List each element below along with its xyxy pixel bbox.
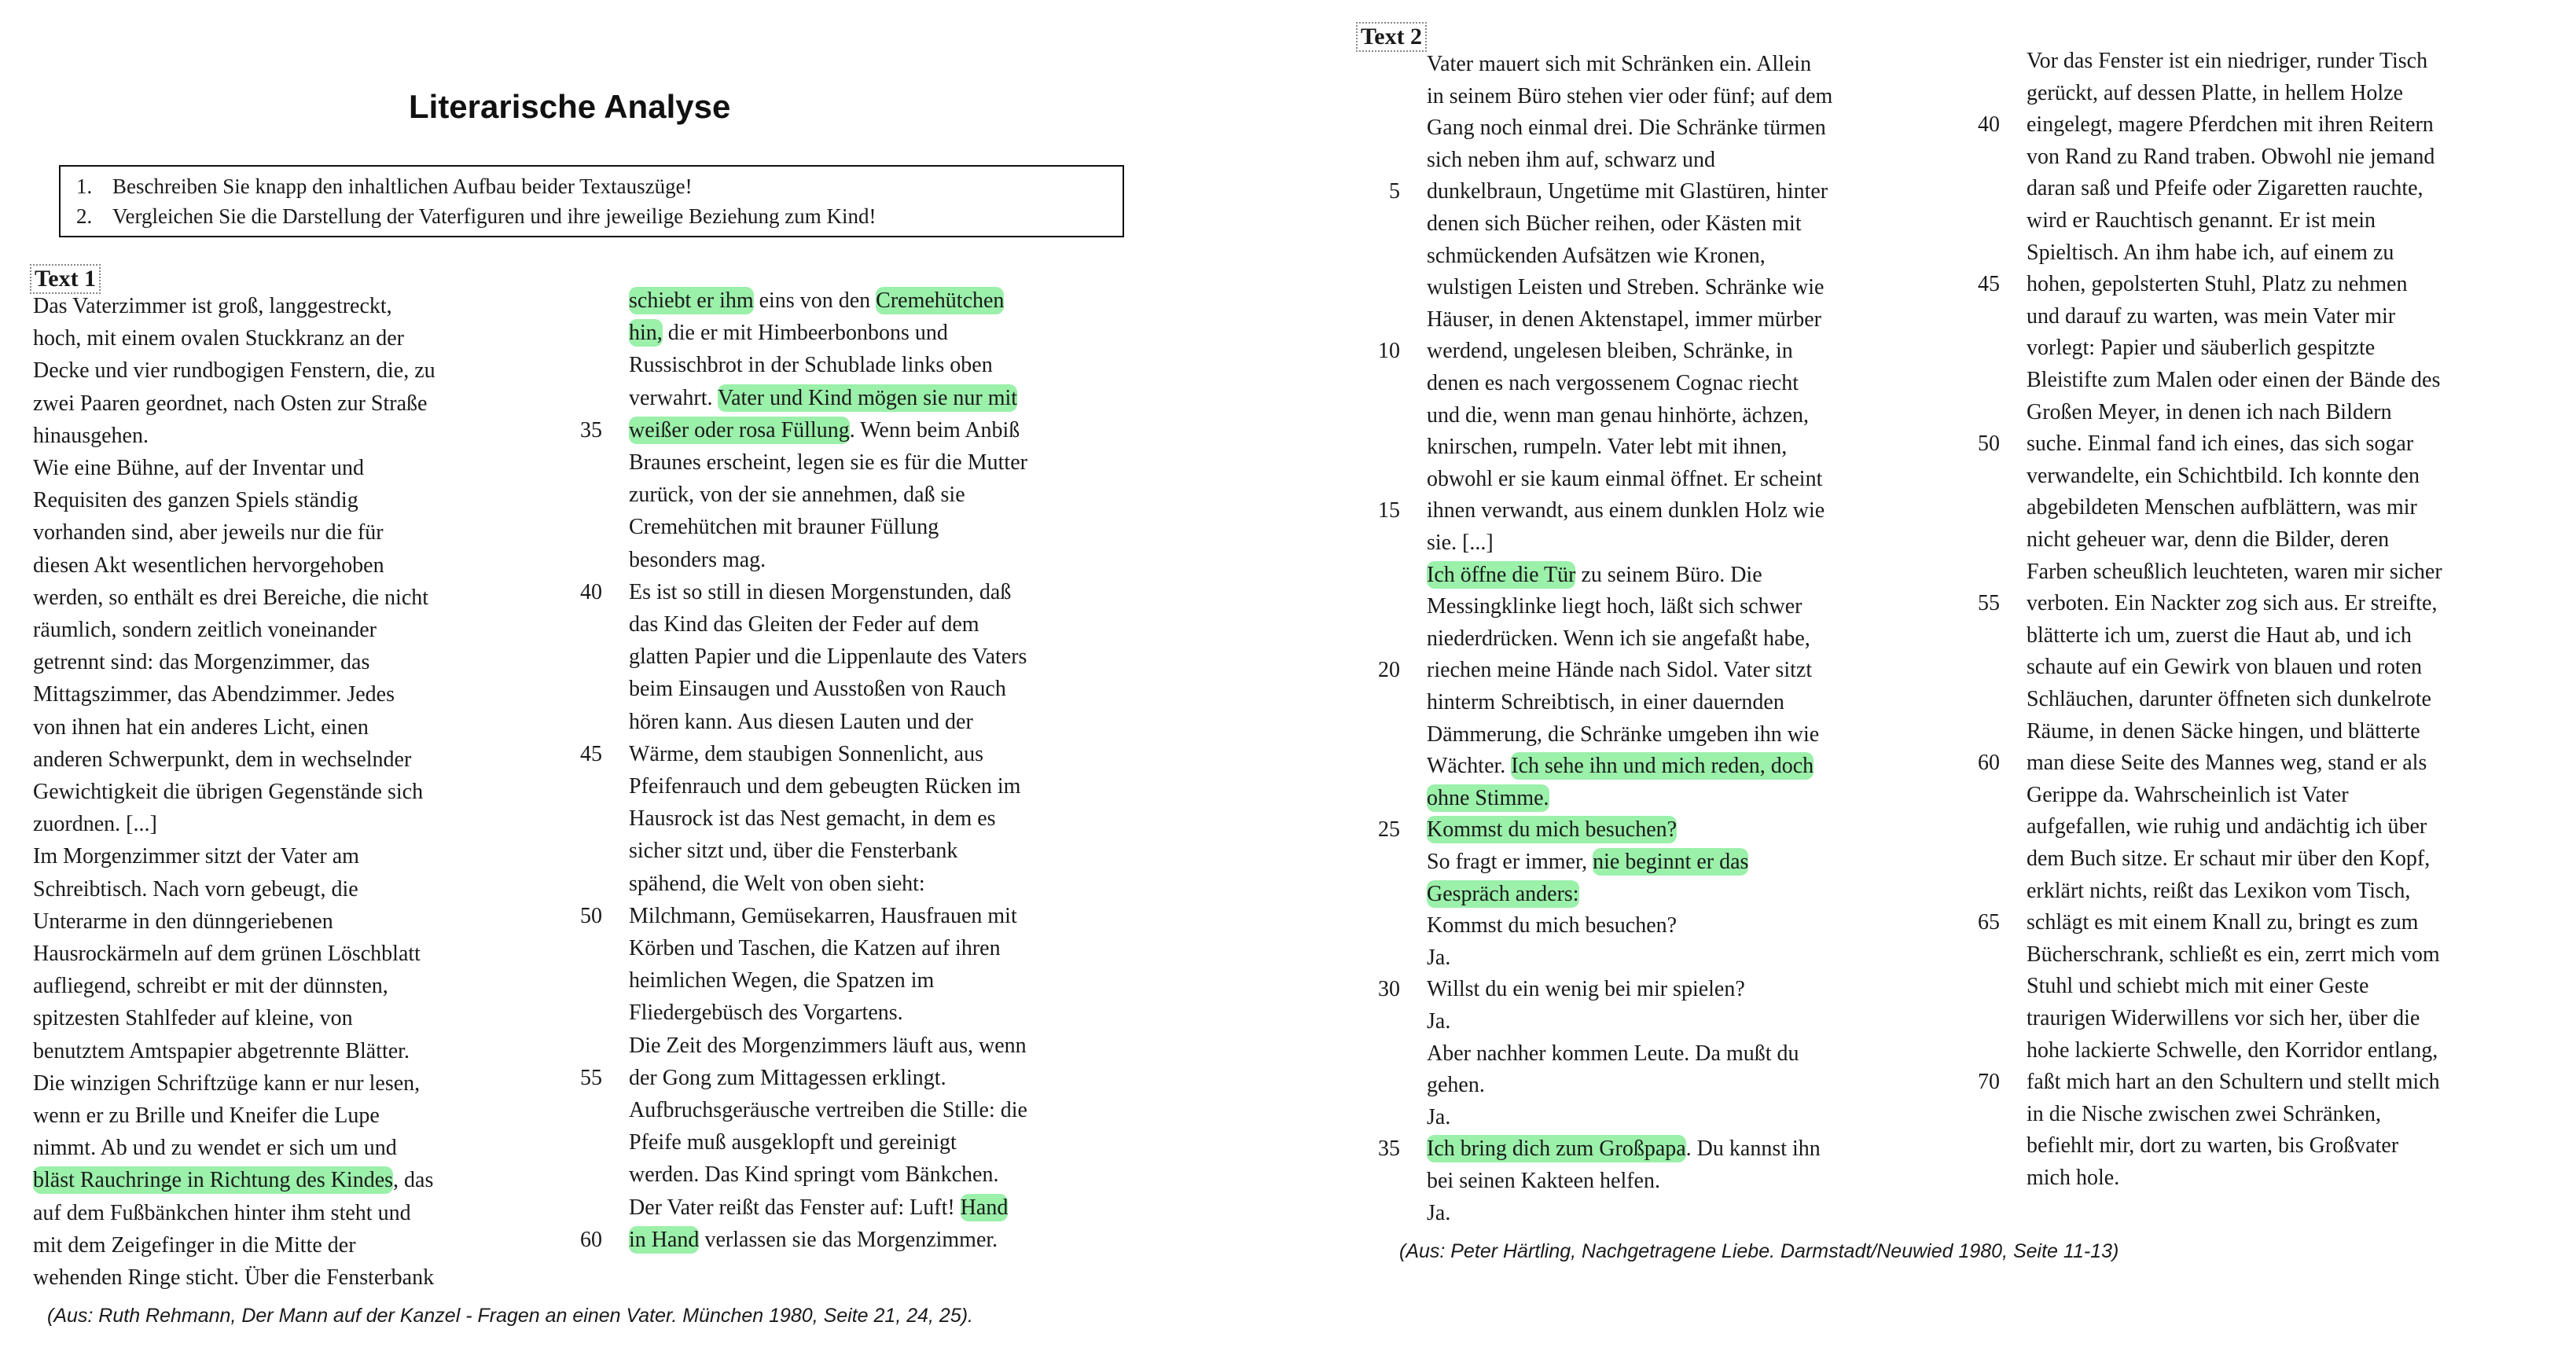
text-line: wehenden Ringe sticht. Über die Fensterbank — [33, 1265, 435, 1290]
text-line: spitzesten Stahlfeder auf kleine, von — [33, 1006, 353, 1031]
text-line: faßt mich hart an den Schultern und stellt mich — [2027, 1070, 2440, 1095]
text-line — [1427, 783, 1549, 814]
text-line: Cremehütchen mit brauner Füllung — [629, 515, 939, 540]
text-line: anderen Schwerpunkt, dem in wechselnder — [33, 747, 412, 772]
text-line: hinausgehen. — [33, 423, 149, 448]
task-item: 1. Beschreiben Sie knapp den inhaltlichen Aufbau beider Textauszüge! — [76, 174, 693, 198]
highlighted-text: Ich sehe ihn und mich reden, doch — [1511, 754, 1814, 779]
text2-label: Text 2 — [1356, 22, 1427, 52]
left-page — [0, 0, 1273, 1355]
text-line: Fliedergebüsch des Vorgartens. — [629, 1001, 903, 1026]
text-line: Ja. — [1427, 1104, 1451, 1129]
text-line: Gewichtigkeit die übrigen Gegenstände sich — [33, 780, 424, 804]
text-line: eingelegt, magere Pferdchen mit ihren Reitern — [2027, 112, 2434, 138]
line-number: 70 — [1978, 1070, 2000, 1095]
text-line: räumlich, sondern zeitlich voneinander — [33, 618, 377, 642]
highlighted-text: Hand — [960, 1195, 1009, 1220]
line-number: 30 — [1378, 977, 1400, 1002]
text-line: wird er Rauchtisch genannt. Er ist mein — [2027, 208, 2376, 233]
text-line: denen es nach vergossenem Cognac riecht — [1427, 371, 1799, 395]
text-line: abgebildeten Menschen aufblättern, was mir — [2027, 495, 2417, 520]
text-line: Vater mauert sich mit Schränken ein. Allein — [1427, 52, 1812, 76]
text-line: Wie eine Bühne, auf der Inventar und — [33, 456, 365, 480]
highlighted-text: weißer oder rosa Füllung — [629, 417, 850, 442]
text-line: Unterarme in den dünngeriebenen — [33, 909, 333, 934]
text-line: Bleistifte zum Malen oder einen der Bände des — [2027, 368, 2441, 392]
line-number: 65 — [1978, 910, 2000, 935]
text-line: von ihnen hat ein anderes Licht, einen — [33, 714, 369, 740]
text-line: Spieltisch. An ihm habe ich, auf einem zu — [2027, 240, 2394, 265]
text-line: Schläuchen, darunter öffneten sich dunkelrote — [2027, 687, 2431, 711]
text-line: auf dem Fußbänkchen hinter ihm steht und — [33, 1200, 411, 1225]
text-line: weißer oder rosa Füllung. Wenn beim Anbiß — [629, 417, 1020, 442]
highlighted-text: Gespräch anders: — [1427, 881, 1579, 906]
text-line: schmückenden Aufsätzen wie Kronen, — [1427, 243, 1766, 268]
line-number: 35 — [1378, 1137, 1400, 1162]
line-number: 15 — [1378, 498, 1400, 523]
text-line: schaute auf ein Gewirk von blauen und roten — [2027, 655, 2423, 680]
text-line: riechen meine Hände nach Sidol. Vater sitzt — [1427, 658, 1813, 683]
text-line: Gerippe da. Wahrscheinlich ist Vater — [2027, 782, 2349, 807]
text-line: sie. [...] — [1427, 531, 1494, 555]
text-line: Ja. — [1427, 945, 1451, 970]
text-line: Wächter. Ich sehe ihn und mich reden, doch — [1427, 754, 1814, 779]
line-number: 55 — [1978, 591, 2000, 616]
text-line: suche. Einmal fand ich eines, das sich sogar — [2027, 431, 2414, 457]
text-line: Die winzigen Schriftzüge kann er nur lesen, — [33, 1070, 421, 1096]
text-line: diesen Akt wesentlichen hervorgehoben — [33, 553, 384, 578]
text-line: bläst Rauchringe in Richtung des Kindes, das — [33, 1168, 434, 1193]
text-line: dunkelbraun, Ungetüme mit Glastüren, hinter — [1427, 179, 1828, 204]
text-line: und darauf zu warten, was mein Vater mir — [2027, 303, 2396, 329]
highlighted-text: Cremehütchen — [876, 288, 1005, 313]
text-line: Braunes erscheint, legen sie es für die Mutter — [629, 450, 1027, 475]
text-line: Hausrockärmeln auf dem grünen Löschblatt — [33, 942, 421, 966]
text-line: Pfeife muß ausgeklopft und gereinigt — [629, 1130, 957, 1155]
line-number: 60 — [1978, 751, 2000, 776]
line-number: 20 — [1378, 658, 1400, 683]
text-line: mich hole. — [2027, 1166, 2120, 1190]
line-number: 40 — [1978, 112, 2000, 138]
text-line: Körben und Taschen, die Katzen auf ihren — [629, 936, 1001, 960]
text-line: man diese Seite des Mannes weg, stand er als — [2027, 751, 2427, 776]
text-line: und die, wenn man genau hinhörte, ächzen, — [1427, 402, 1809, 428]
text-line: Im Morgenzimmer sitzt der Vater am — [33, 844, 359, 869]
text-line: niederdrücken. Wenn ich sie angefaßt habe, — [1427, 626, 1810, 651]
text-line: Messingklinke liegt hoch, läßt sich schwer — [1427, 594, 1802, 619]
text-line: Ich öffne die Tür zu seinem Büro. Die — [1427, 562, 1762, 587]
text-line: Aufbruchsgeräusche vertreiben die Stille: die — [629, 1098, 1027, 1122]
source-citation: (Aus: Ruth Rehmann, Der Mann auf der Kanzel - Fragen an einen Vater. München 1980, Seite 21, 24, 25). — [47, 1305, 974, 1327]
text-line: wulstigen Leisten und Streben. Schränke wie — [1427, 275, 1825, 300]
text-line: benutztem Amtspapier abgetrennte Blätter. — [33, 1038, 410, 1063]
text-line: Vor das Fenster ist ein niedriger, runder Tisch — [2027, 49, 2428, 73]
text-line: schiebt er ihm eins von den Cremehütchen — [629, 288, 1005, 313]
text-line: Schreibtisch. Nach vorn gebeugt, die — [33, 876, 358, 901]
line-number: 40 — [580, 579, 602, 604]
text-line: Räume, in denen Säcke hingen, und blätterte — [2027, 718, 2420, 744]
text-line: spähend, die Welt von oben sieht: — [629, 871, 925, 896]
source-citation: (Aus: Peter Härtling, Nachgetragene Liebe. Darmstadt/Neuwied 1980, Seite 11-13) — [1399, 1240, 2119, 1262]
line-number: 10 — [1378, 339, 1400, 364]
text-line: Pfeifenrauch und dem gebeugten Rücken im — [629, 774, 1021, 799]
text-line: heimlichen Wegen, die Spatzen im — [629, 968, 935, 993]
text-line: schlägt es mit einem Knall zu, bringt es zum — [2027, 910, 2419, 935]
text-line: Hausrock ist das Nest gemacht, in dem es — [629, 806, 996, 832]
text-line: Dämmerung, die Schränke umgeben ihn wie — [1427, 722, 1820, 747]
text-line: vorlegt: Papier und säuberlich gespitzte — [2027, 336, 2376, 361]
text-line: Gang noch einmal drei. Die Schränke türmen — [1427, 116, 1826, 141]
highlighted-text: ohne Stimme. — [1427, 785, 1549, 810]
text-line — [1427, 814, 1677, 846]
line-number: 50 — [1978, 431, 2000, 457]
text-line: das Kind das Gleiten der Feder auf dem — [629, 612, 979, 637]
text-line: Willst du ein wenig bei mir spielen? — [1427, 977, 1745, 1002]
text-line: zwei Paaren geordnet, nach Osten zur Straße — [33, 391, 428, 416]
text-line: bei seinen Kakteen helfen. — [1427, 1169, 1660, 1193]
text-line: ihnen verwandt, aus einem dunklen Holz wie — [1427, 498, 1825, 523]
task-box — [59, 165, 1124, 237]
text-line: nicht geheuer war, denn die Bilder, deren — [2027, 527, 2390, 552]
text-line: werden. Das Kind springt vom Bänkchen. — [629, 1162, 999, 1188]
text-line: Mittagszimmer, das Abendzimmer. Jedes — [33, 682, 395, 707]
text-line: gehen. — [1427, 1073, 1485, 1098]
text-line: besonders mag. — [629, 547, 766, 572]
text-line: Die Zeit des Morgenzimmers läuft aus, wenn — [629, 1033, 1027, 1058]
text-line: in seinem Büro stehen vier oder fünf; auf dem — [1427, 83, 1833, 108]
text-line: Das Vaterzimmer ist groß, langgestreckt, — [33, 294, 392, 318]
text-line: So fragt er immer, nie beginnt er das — [1427, 850, 1749, 874]
highlighted-text: bläst Rauchringe in Richtung des Kindes — [33, 1168, 394, 1193]
text-line: hoch, mit einem ovalen Stuckkranz an der — [33, 326, 404, 351]
text-line: Ja. — [1427, 1200, 1451, 1225]
text-line: vorhanden sind, aber jeweils nur die für — [33, 520, 384, 545]
text-line — [1427, 879, 1579, 910]
highlighted-text: nie beginnt er das — [1593, 850, 1749, 874]
line-number: 5 — [1389, 179, 1400, 204]
highlighted-text: Ich bring dich zum Großpapa — [1427, 1137, 1686, 1162]
text-line: aufliegend, schreibt er mit der dünnsten, — [33, 974, 388, 999]
text-line: Aber nachher kommen Leute. Da mußt du — [1427, 1041, 1799, 1066]
highlighted-text: Vater und Kind mögen sie nur mit — [718, 385, 1018, 410]
text1-label: Text 1 — [30, 264, 101, 294]
text-line: aufgefallen, wie ruhig und andächtig ich über — [2027, 814, 2427, 839]
text-line: daran saß und Pfeife oder Zigaretten rauchte, — [2027, 176, 2423, 201]
highlighted-text: Ich öffne die Tür — [1427, 562, 1576, 587]
text-line: Bücherschrank, schließt es ein, zerrt mich vom — [2027, 942, 2440, 967]
text-line: hin, die er mit Himbeerbonbons und — [629, 321, 948, 346]
text-line: Großen Meyer, in denen ich nach Bildern — [2027, 399, 2392, 424]
line-number: 45 — [580, 741, 602, 766]
text-line: mit dem Zeigefinger in die Mitte der — [33, 1232, 356, 1258]
text-line: denen sich Bücher reihen, oder Kästen mit — [1427, 211, 1802, 236]
text-line: verwahrt. Vater und Kind mögen sie nur mit — [629, 385, 1018, 410]
text-line: obwohl er sie kaum einmal öffnet. Er scheint — [1427, 466, 1823, 491]
text-line: hinterm Schreibtisch, in einer dauernden — [1427, 690, 1784, 714]
text-line: werdend, ungelesen bleiben, Schränke, in — [1427, 339, 1793, 364]
text-line: Milchmann, Gemüsekarren, Hausfrauen mit — [629, 903, 1017, 928]
line-number: 45 — [1978, 272, 2000, 297]
text-line: zuordnen. [...] — [33, 812, 157, 837]
highlighted-text: in Hand — [629, 1227, 700, 1252]
text-line: von Rand zu Rand traben. Obwohl nie jemand — [2027, 144, 2435, 169]
line-number: 60 — [580, 1227, 602, 1252]
right-page — [1289, 0, 2576, 1355]
page-title: Literarische Analyse — [409, 88, 731, 125]
task-item: 2. Vergleichen Sie die Darstellung der Vaterfiguren und ihre jeweilige Beziehung zum Kind! — [76, 204, 876, 228]
text-line: erklärt nichts, reißt das Lexikon vom Tisch, — [2027, 878, 2411, 903]
highlighted-text: schiebt er ihm — [629, 288, 754, 313]
line-number: 55 — [580, 1065, 602, 1090]
text-line: zurück, von der sie annehmen, daß sie — [629, 483, 965, 508]
highlighted-text: Kommst du mich besuchen? — [1427, 817, 1678, 843]
text-line: der Gong zum Mittagessen erklingt. — [629, 1065, 946, 1090]
text-line: Decke und vier rundbogigen Fenstern, die, zu — [33, 358, 435, 384]
text-line: Requisiten des ganzen Spiels ständig — [33, 488, 358, 513]
text-line: traurigen Widerwillens vor sich her, über die — [2027, 1006, 2420, 1030]
text-line: befiehlt mir, dort zu warten, bis Großvater — [2027, 1133, 2399, 1159]
text-line: Farben scheußlich leuchteten, waren mir sicher — [2027, 559, 2442, 584]
text-line: dem Buch sitze. Er schaut mir über den Kopf, — [2027, 846, 2431, 871]
line-number: 35 — [580, 417, 602, 442]
text-line: hohen, gepolsterten Stuhl, Platz zu nehmen — [2027, 272, 2408, 297]
text-line: sich neben ihm auf, schwarz und — [1427, 147, 1715, 172]
text-line: hohe lackierte Schwelle, den Korridor entlang, — [2027, 1037, 2438, 1063]
text-line: Es ist so still in diesen Morgenstunden, daß — [629, 579, 1012, 604]
text-line: verwandelte, ein Schichtbild. Ich konnte den — [2027, 463, 2420, 488]
text-line: knirschen, rumpeln. Vater lebt mit ihnen, — [1427, 435, 1788, 460]
text-line: Wärme, dem staubigen Sonnenlicht, aus — [629, 741, 983, 766]
text-line: gerückt, auf dessen Platte, in hellem Holze — [2027, 80, 2403, 105]
text-line: sicher sitzt und, über die Fensterbank — [629, 839, 958, 864]
text-line: Kommst du mich besuchen? — [1427, 913, 1678, 938]
text-line: Ja. — [1427, 1009, 1451, 1034]
text-line: Ich bring dich zum Großpapa. Du kannst ihn — [1427, 1137, 1821, 1162]
text-line: Stuhl und schiebt mich mit einer Geste — [2027, 974, 2369, 999]
text-line: beim Einsaugen und Ausstoßen von Rauch — [629, 677, 1006, 702]
text-line: getrennt sind: das Morgenzimmer, das — [33, 650, 370, 675]
line-number: 50 — [580, 903, 602, 928]
text-line: in die Nische zwischen zwei Schränken, — [2027, 1101, 2381, 1126]
text-line: werden, so enthält es drei Bereiche, die nicht — [33, 585, 429, 610]
text-line: wenn er zu Brille und Kneifer die Lupe — [33, 1103, 380, 1128]
highlighted-text: hin, — [629, 321, 663, 346]
text-line: nimmt. Ab und zu wendet er sich um und — [33, 1136, 397, 1161]
line-number: 25 — [1378, 817, 1400, 843]
text-line: verboten. Ein Nackter zog sich aus. Er streifte, — [2027, 591, 2438, 616]
text-line: blätterte ich um, zuerst die Haut ab, und ich — [2027, 622, 2412, 648]
text-line: hören kann. Aus diesen Lauten und der — [629, 709, 973, 734]
text-line: Der Vater reißt das Fenster auf: Luft! Hand — [629, 1195, 1009, 1220]
text-line: glatten Papier und die Lippenlaute des Vaters — [629, 644, 1027, 670]
text-line: Häuser, in denen Aktenstapel, immer mürber — [1427, 307, 1821, 332]
text-line: in Hand verlassen sie das Morgenzimmer. — [629, 1227, 998, 1252]
text-line: Russischbrot in der Schublade links oben — [629, 353, 993, 378]
